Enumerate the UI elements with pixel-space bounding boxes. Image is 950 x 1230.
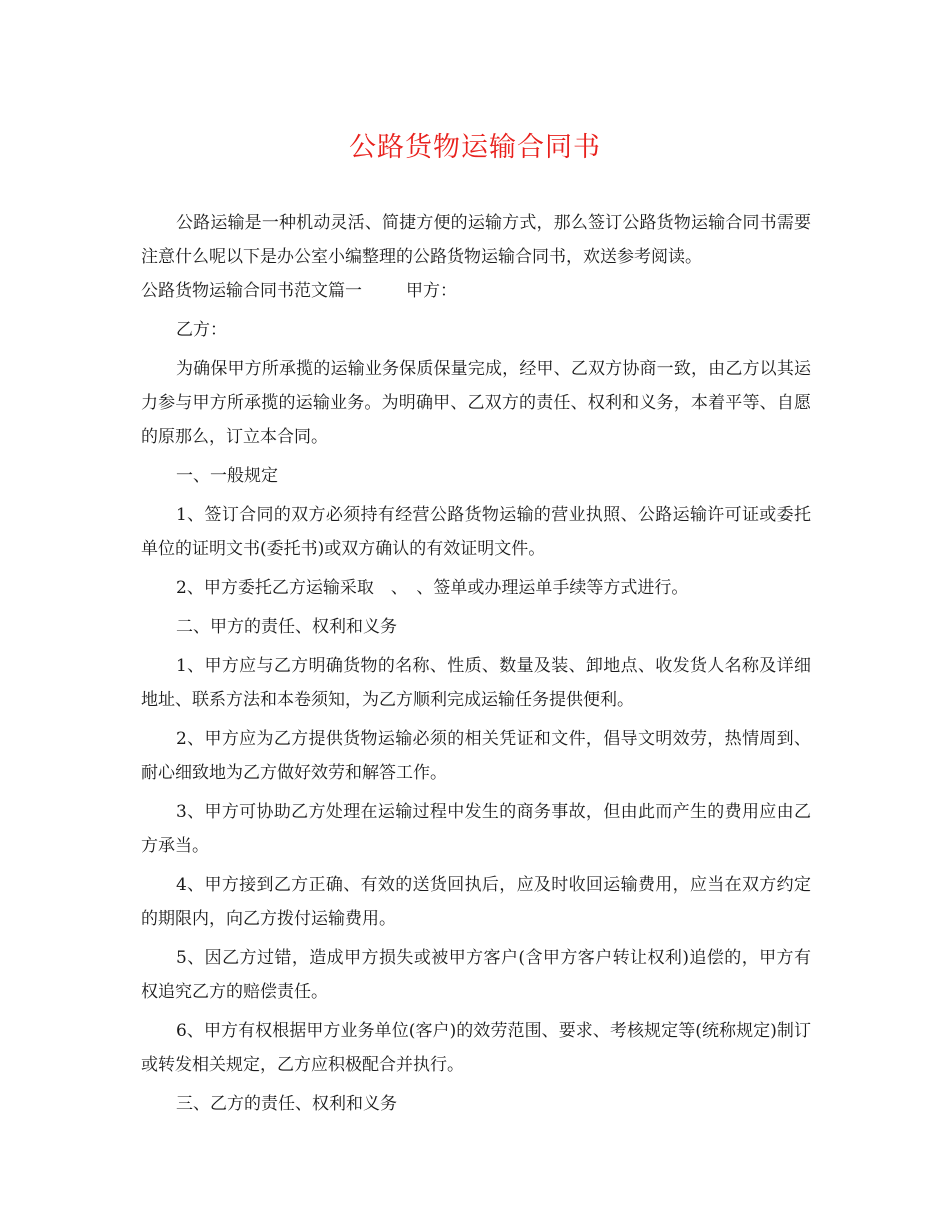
section-2-item-2: 2、甲方应为乙方提供货物运输必须的相关凭证和文件，倡导文明效劳，热情周到、耐心细致地为乙方做好效劳和解答工作。: [141, 729, 811, 783]
section-3-heading: 三、乙方的责任、权利和义务: [176, 1094, 397, 1114]
section-2-item-5: 5、因乙方过错，造成甲方损失或被甲方客户(含甲方客户转让权利)追偿的，甲方有权追究乙方的赔偿责任。: [141, 948, 811, 1002]
section-2-item-1: 1、甲方应与乙方明确货物的名称、性质、数量及装、卸地点、收发货人名称及详细地址、联系方法和本卷须知，为乙方顺利完成运输任务提供便利。: [141, 656, 811, 710]
section-2-item-4: 4、甲方接到乙方正确、有效的送货回执后，应及时收回运输费用，应当在双方约定的期限内，向乙方拨付运输费用。: [141, 875, 811, 929]
document-title: 公路货物运输合同书: [349, 132, 601, 163]
intro-paragraph: 公路运输是一种机动灵活、简捷方便的运输方式，那么签订公路货物运输合同书需要注意什么呢以下是办公室小编整理的公路货物运输合同书，欢送参考阅读。: [141, 213, 811, 267]
section-2-item-6: 6、甲方有权根据甲方业务单位(客户)的效劳范围、要求、考核规定等(统称规定)制订或转发相关规定，乙方应积极配合并执行。: [141, 1021, 811, 1075]
section-1-item-1: 1、签订合同的双方必须持有经营公路货物运输的营业执照、公路运输许可证或委托单位的证明文书(委托书)或双方确认的有效证明文件。: [141, 505, 811, 559]
section-1-heading: 一、一般规定: [176, 466, 278, 486]
document-body: [141, 206, 811, 1121]
party-b-label: 乙方：: [176, 320, 227, 340]
preamble-paragraph: 为确保甲方所承揽的运输业务保质保量完成，经甲、乙双方协商一致，由乙方以其运力参与甲方所承揽的运输业务。为明确甲、乙双方的责任、权利和义务，本着平等、自愿的原那么，订立本合同。: [141, 359, 811, 447]
sample-heading-line: [141, 274, 811, 308]
section-2-heading: 二、甲方的责任、权利和义务: [176, 617, 397, 637]
section-1-item-2: 2、甲方委托乙方运输采取 、 、签单或办理运单手续等方式进行。: [176, 578, 689, 598]
sample-title: 公路货物运输合同书范文篇一: [141, 281, 362, 301]
section-2-item-3: 3、甲方可协助乙方处理在运输过程中发生的商务事故，但由此而产生的费用应由乙方承当。: [141, 802, 811, 856]
party-a-label: 甲方：: [406, 281, 457, 301]
